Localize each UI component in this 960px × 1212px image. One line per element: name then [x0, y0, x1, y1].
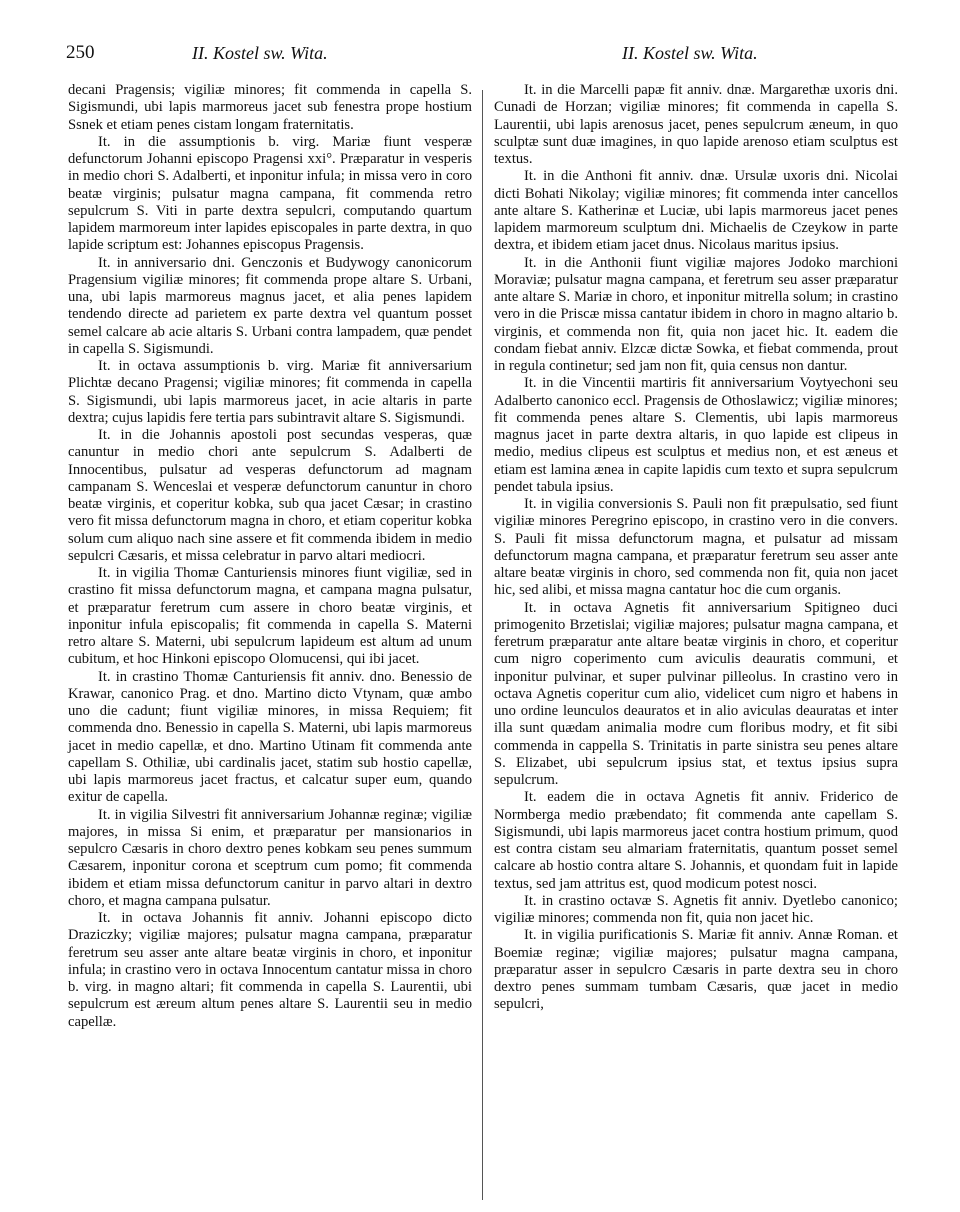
- paragraph: It. in octava Johannis fit anniv. Johanni episcopo dicto Draziczky; vigiliæ majores; pulsatur magna campana, præparatur feretrum seu asser ante altare beatæ virginis in choro, et inponitur infula; in crastino vero in octava Innocentum cantatur missa in choro b. virg. in magno altari; fit commenda in capella S. Laurentii, ubi sepulcrum est æreum altum penes altare S. Laurentii seu in medio capellæ.: [68, 910, 472, 1030]
- running-head-left: II. Kostel sw. Wita.: [192, 43, 328, 63]
- paragraph: It. in octava assumptionis b. virg. Mariæ fit anniversarium Plichtæ decano Pragensi; vigiliæ minores; fit commenda in capella S. Sigismundi, ubi lapis marmoreus jacet, in acie altaris in parte dextra; cujus lapidis fere tertia pars subintravit altare S. Sigismundi.: [68, 358, 472, 426]
- left-column: [68, 82, 472, 1031]
- page-number: 250: [66, 42, 95, 63]
- paragraph: It. in vigilia purificationis S. Mariæ fit anniv. Annæ Roman. et Boemiæ reginæ; vigiliæ majores; pulsatur magna campana, præparatur asser in sepulcro Cæsaris in parte dextra seu in choro dextro penes summam tumbam Cæsaris, quæ jacet in medio sepulcri,: [494, 927, 898, 1013]
- paragraph: It. in die Johannis apostoli post secundas vesperas, quæ canuntur in medio chori ante sepulcrum S. Adalberti de Innocentibus, pulsatur ad vesperas defunctorum ad magnam campanam S. Wenceslai et vesperæ defunctorum canuntur in choro beatæ virginis, et coperitur kobka, sub qua jacet Cæsar; in crastino vero fit missa defunctorum magna in choro, et etiam coperitur kobka solum cum aliquo nach sine assere et fit commenda ibidem in medio sepulcri Cæsaris, et missa celebratur in parvo altari mediocri.: [68, 427, 472, 564]
- right-column: [494, 82, 898, 1014]
- column-divider: [482, 90, 483, 1200]
- paragraph: It. in die Anthonii fiunt vigiliæ majores Jodoko marchioni Moraviæ; pulsatur magna campana, et feretrum seu asser præparatur ante altare S. Mariæ in choro, et inponitur mitrella solum; in crastino vero in die Priscæ missa cantatur ibidem in choro in magno altario b. virginis, et commenda non fit, quia non jacet hic. It. eadem die condam fiebat anniv. Elzcæ dictæ Sowka, et fiebat commenda, prout in regula continetur; sed jam non fit, quia census non dantur.: [494, 254, 898, 374]
- paragraph: It. in crastino octavæ S. Agnetis fit anniv. Dyetlebo canonico; vigiliæ minores; commenda non fit, quia non jacet hic.: [494, 892, 898, 926]
- paragraph: It. in vigilia Thomæ Canturiensis minores fiunt vigiliæ, sed in crastino fit missa defunctorum magna, et campana magna pulsatur, et præparatur feretrum cum assere in choro beatæ virginis, et inponitur infula episcopalis; fit commenda in capella S. Materni retro altare S. Materni, ubi sepulcrum lapideum est altum ad unum cubitum, et hoc Hinkoni episcopo Olomucensi, qui ibi jacet.: [68, 565, 472, 668]
- paragraph: It. in vigilia conversionis S. Pauli non fit præpulsatio, sed fiunt vigiliæ minores Peregrino episcopo, in crastino vero in die convers. S. Pauli fit missa defunctorum magna, et pulsatur ad missam defunctorum magna campana, et præparatur feretrum seu asser ante altare beatæ virginis in choro, sed commenda non fit, quia non jacet hic, sed alibi, et missa magna cantatur hoc die cum organis.: [494, 496, 898, 599]
- paragraph: It. in die Marcelli papæ fit anniv. dnæ. Margarethæ uxoris dni. Cunadi de Horzan; vigiliæ minores; fit commenda in capella S. Laurentii, ubi lapis arenosus jacet, penes sepulcrum æneum, in quo sculptæ sunt duæ imagines, in quo lapide arenoso etiam sculptus est textus.: [494, 82, 898, 167]
- running-head-right: II. Kostel sw. Wita.: [622, 43, 758, 63]
- paragraph: It. in die Vincentii martiris fit anniversarium Voytyechoni seu Adalberto canonico eccl. Pragensis de Othoslawicz; vigiliæ minores; fit commenda penes altare S. Clementis, ubi lapis marmoreus magnus jacet in parte dextra altaris, in quo lapide est clipeus in medio, medius clipeus est sculptus et medius non, et est æneus et etiam est lamina ænea in capite lapidis cum texto et supra sepulcrum pendet tabula ipsius.: [494, 375, 898, 495]
- page-header: [66, 38, 898, 68]
- paragraph: It. in crastino Thomæ Canturiensis fit anniv. dno. Benessio de Krawar, canonico Prag. et dno. Martino dicto Vtynam, quæ ambo uno die cadunt; fiunt vigiliæ minores, in missa Requiem; fit commenda dno. Benessio in capella S. Materni, ubi lapis marmoreus jacet in medio capellæ, et dno. Martino Utinam fit commenda ante capellam S. Othiliæ, ubi cardinalis jacet, statim sub hostio capellæ, ubi lapis marmoreus jacet fractus, et calcatur super eum, quando exitur de capella.: [68, 668, 472, 806]
- paragraph: It. in vigilia Silvestri fit anniversarium Johannæ reginæ; vigiliæ majores, in missa Si enim, et præparatur per mansionarios in sepulcro Cæsaris in choro dextro penes kobkam seu penes summum Cæsarem, inponitur corona et sceptrum cum pomo; fit commenda ibidem et etiam missa defunctorum canitur in parvo altari in dextro choro, et magna campana pulsatur.: [68, 806, 472, 909]
- paragraph: decani Pragensis; vigiliæ minores; fit commenda in capella S. Sigismundi, ubi lapis marmoreus jacet sub fenestra prope hostium Ssnek et etiam penes cistam longam fraternitatis.: [68, 82, 472, 133]
- paragraph: It. eadem die in octava Agnetis fit anniv. Friderico de Normberga medio præbendato; fit commenda ante capellam S. Sigismundi, ubi lapis marmoreus jacet contra hostium primum, quod est contra cistam seu almariam fraternitatis, quantum posset semel calcare ab hostio contra altare S. Johannis, et quondam fuit in lapide textus, sed jam attritus est, quod modicum potest nosci.: [494, 789, 898, 892]
- paragraph: It. in octava Agnetis fit anniversarium Spitigneo duci primogenito Brzetislai; vigiliæ majores; pulsatur magna campana, et feretrum præparatur ante altare beatæ virginis in choro, et coperitur cum nigro coperimento cum aviculis deauratis communi, et inponitur pulvinar, et super pulvinar pilleolus. In crastino vero in octava Agnetis coperitur cum alio, videlicet cum nigro et habens in uno ordine leunculos deauratos et in alio aviculas deauratas et inter illa sunt quædam animalia modre cum floribus modry, et fit sibi commenda in cappella S. Trinitatis in parte sinistra seu penes altare S. Elizabet, ubi sepulcrum ipsius stat, et textus ipsius supra sepulcrum.: [494, 599, 898, 788]
- paragraph: It. in die Anthoni fit anniv. dnæ. Ursulæ uxoris dni. Nicolai dicti Bohati Nikolay; vigiliæ minores; fit commenda inter cancellos ante altare S. Katherinæ et Luciæ, ubi lapis marmoreus jacet penes lapidem marmoreum sculptum dni. Michaelis de Czeykow in parte dextra, et ibidem etiam jacet dnus. Nicolaus maritus ipsius.: [494, 168, 898, 254]
- paragraph: It. in anniversario dni. Genczonis et Budywogy canonicorum Pragensium vigiliæ minores; fit commenda prope altare S. Urbani, una, ubi lapis marmoreus magnus jacet, et alia penes lapidem tendendo directe ad parietem ex parte dextra vel quantum posset semel calcare ab acie altaris S. Urbani contra lampadem, quæ pendet in capella S. Sigismundi.: [68, 254, 472, 357]
- paragraph: It. in die assumptionis b. virg. Mariæ fiunt vesperæ defunctorum Johanni episcopo Pragensi xxi°. Præparatur in vesperis in medio chori S. Adalberti, et inponitur infula; in missa vero in coro beatæ virginis; pulsatur magna campana, fit commenda retro sepulcrum S. Viti in parte dextra sepulcri, computando quartum lapidem marmoreum inter lapides episcopales in parte dextra, in quo lapide scriptum est: Johannes episcopus Pragensis.: [68, 133, 472, 254]
